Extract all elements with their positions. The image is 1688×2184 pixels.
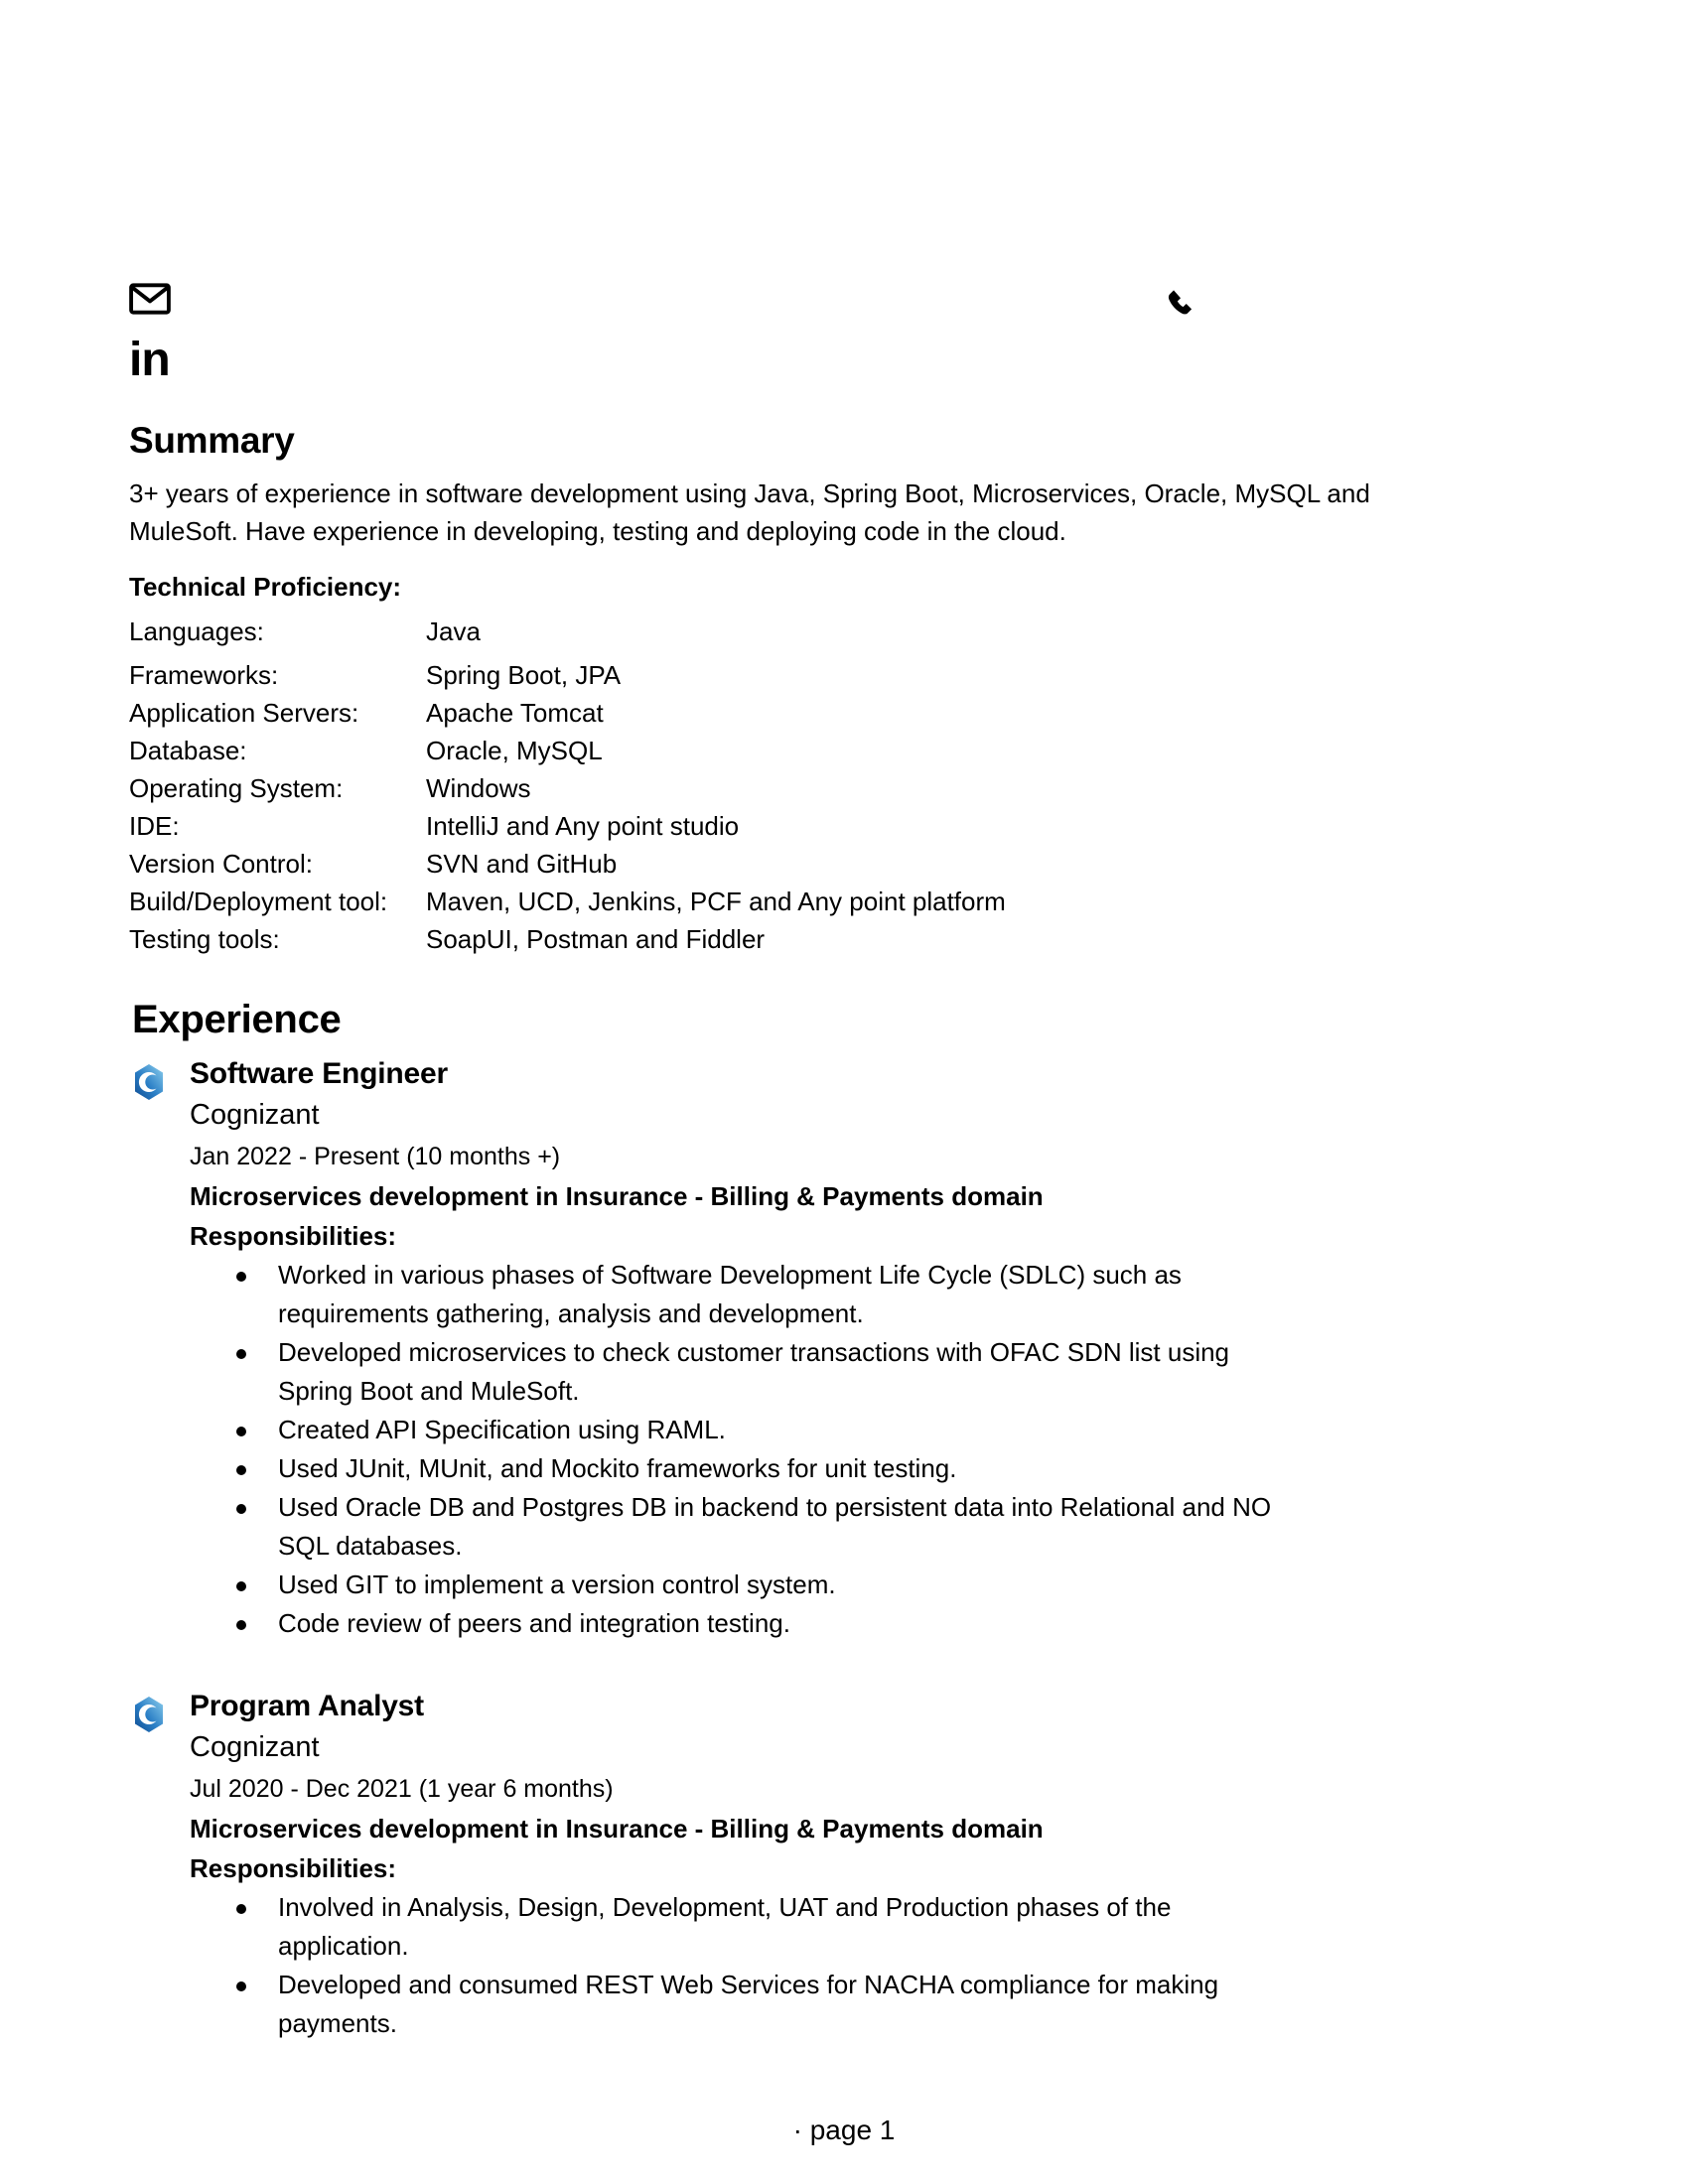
tech-value: IntelliJ and Any point studio: [426, 811, 740, 841]
page-footer: · page 1: [792, 2115, 896, 2145]
table-row: [129, 732, 1006, 769]
list-item: Code review of peers and integration testing.: [234, 1604, 1301, 1643]
summary-body-text: 3+ years of experience in software development using Java, Spring Boot, Microservices, Oracle, MySQL and MuleSoft. Have experience in developing, testing and deploying code in the cloud.: [129, 478, 1370, 546]
technical-proficiency-table: [129, 613, 1006, 958]
job-company: Cognizant: [190, 1099, 320, 1131]
tech-key: Version Control:: [129, 849, 313, 879]
job-responsibilities-list: [129, 1888, 1519, 2043]
table-row: [129, 845, 1006, 883]
list-item: Used JUnit, MUnit, and Mockito frameworks for unit testing.: [234, 1449, 1301, 1488]
job-subtitle: Microservices development in Insurance - Billing & Payments domain: [190, 1181, 1044, 1211]
list-item: Created API Specification using RAML.: [234, 1411, 1301, 1449]
tech-key: Frameworks:: [129, 660, 279, 690]
experience-entry-body: [129, 1055, 1519, 1256]
phone-contact[interactable]: [1162, 285, 1213, 323]
job-company: Cognizant: [190, 1731, 320, 1763]
phone-icon: [1162, 285, 1199, 323]
job-dates: Jan 2022 - Present (10 months +): [190, 1143, 561, 1170]
experience-entry: [129, 1055, 1519, 1643]
tech-value: Oracle, MySQL: [426, 736, 603, 765]
table-row: [129, 883, 1006, 920]
job-responsibilities-label: Responsibilities:: [190, 1221, 397, 1251]
tech-value: SoapUI, Postman and Fiddler: [426, 924, 766, 954]
tech-value: Java: [426, 616, 481, 646]
list-item: Used Oracle DB and Postgres DB in backend to persistent data into Relational and NO SQL databases.: [234, 1488, 1301, 1566]
tech-key: Build/Deployment tool:: [129, 887, 388, 916]
job-responsibilities-list: [129, 1256, 1519, 1643]
table-row: [129, 613, 1006, 656]
linkedin-contact[interactable]: [129, 334, 184, 386]
table-row: [129, 920, 1006, 958]
job-dates: Jul 2020 - Dec 2021 (1 year 6 months): [190, 1775, 614, 1803]
list-item: Involved in Analysis, Design, Development, UAT and Production phases of the application.: [234, 1888, 1301, 1966]
list-item: Used GIT to implement a version control system.: [234, 1566, 1301, 1604]
job-title: Software Engineer: [190, 1057, 448, 1090]
email-contact[interactable]: [129, 283, 185, 315]
cognizant-logo-icon: [129, 1062, 169, 1102]
list-item: Developed and consumed REST Web Services for NACHA compliance for making payments.: [234, 1966, 1301, 2043]
tech-key: IDE:: [129, 811, 180, 841]
tech-value: SVN and GitHub: [426, 849, 618, 879]
experience-section-heading: Experience: [132, 998, 342, 1041]
job-subtitle: Microservices development in Insurance - Billing & Payments domain: [190, 1814, 1044, 1843]
tech-value: Windows: [426, 773, 531, 803]
contact-header: [129, 283, 1192, 402]
summary-section-heading: Summary: [129, 420, 295, 461]
tech-value: Spring Boot, JPA: [426, 660, 622, 690]
tech-key: Testing tools:: [129, 924, 280, 954]
job-responsibilities-label: Responsibilities:: [190, 1853, 397, 1883]
tech-key: Languages:: [129, 616, 264, 646]
experience-entry-body: [129, 1688, 1519, 1888]
tech-key: Database:: [129, 736, 247, 765]
cognizant-logo-icon: [129, 1695, 169, 1734]
table-row: [129, 694, 1006, 732]
table-row: [129, 769, 1006, 807]
table-row: [129, 807, 1006, 845]
tech-value: Apache Tomcat: [426, 698, 604, 728]
list-item: Developed microservices to check customer transactions with OFAC SDN list using Spring Boot and MuleSoft.: [234, 1333, 1301, 1411]
list-item: Worked in various phases of Software Development Life Cycle (SDLC) such as requirements gathering, analysis and development.: [234, 1256, 1301, 1333]
table-row: [129, 656, 1006, 694]
linkedin-icon: in: [129, 334, 170, 386]
job-title: Program Analyst: [190, 1690, 424, 1722]
experience-entry: [129, 1688, 1519, 2043]
contact-row-top: [129, 283, 1192, 344]
mail-icon: [129, 283, 171, 315]
tech-value: Maven, UCD, Jenkins, PCF and Any point platform: [426, 887, 1006, 916]
technical-proficiency-label: Technical Proficiency:: [129, 572, 402, 602]
tech-key: Operating System:: [129, 773, 344, 803]
tech-key: Application Servers:: [129, 698, 359, 728]
